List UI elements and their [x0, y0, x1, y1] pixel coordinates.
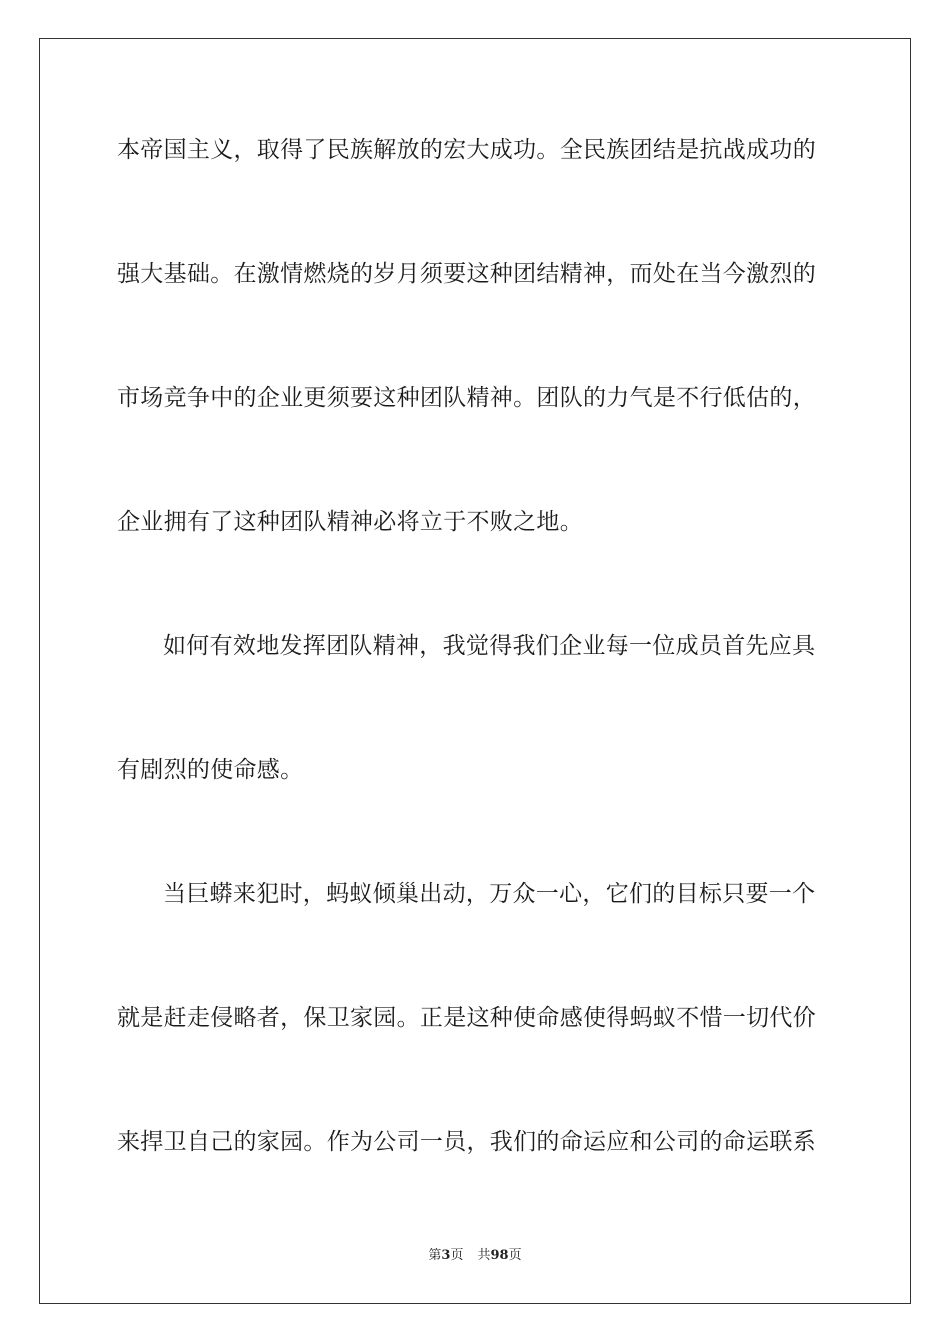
body-text-line: 有剧烈的使命感。: [117, 757, 304, 783]
page-footer: [0, 1247, 950, 1265]
body-text-line: 就是赶走侵略者，保卫家园。正是这种使命感使得蚂蚁不惜一切代价: [117, 1005, 816, 1031]
total-page-count: 98: [490, 1248, 509, 1263]
footer-page-prefix: 第: [428, 1248, 442, 1263]
current-page-number: 3: [441, 1248, 451, 1263]
body-text-line: 强大基础。在激情燃烧的岁月须要这种团结精神，而处在当今激烈的: [117, 261, 816, 287]
footer-total-suffix: 页: [508, 1248, 522, 1263]
footer-page-suffix: 页: [450, 1248, 464, 1263]
body-text-line: 来捍卫自己的家园。作为公司一员，我们的命运应和公司的命运联系: [117, 1129, 816, 1155]
body-text-line: 市场竞争中的企业更须要这种团队精神。团队的力气是不行低估的，: [117, 385, 816, 411]
paragraph-first-line: 如何有效地发挥团队精神，我觉得我们企业每一位成员首先应具: [163, 633, 816, 659]
page-border: [39, 38, 911, 1304]
footer-total-prefix: 共: [477, 1248, 491, 1263]
paragraph-first-line: 当巨蟒来犯时，蚂蚁倾巢出动，万众一心，它们的目标只要一个: [163, 881, 816, 907]
body-text-line: 本帝国主义，取得了民族解放的宏大成功。全民族团结是抗战成功的: [117, 137, 816, 163]
body-text-line: 企业拥有了这种团队精神必将立于不败之地。: [117, 509, 583, 535]
